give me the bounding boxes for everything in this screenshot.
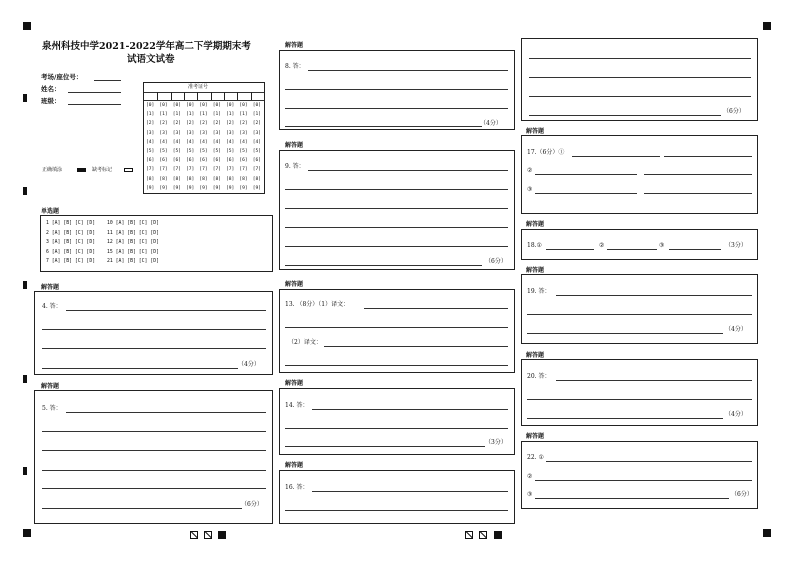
- answer-line[interactable]: [556, 295, 752, 296]
- answer-line[interactable]: [607, 249, 657, 250]
- page-title: 泉州科技中学2021-2022学年高二下学期期末考: [42, 41, 251, 52]
- answer-line[interactable]: [285, 108, 508, 109]
- digit-bubble[interactable]: [9]: [172, 185, 181, 191]
- digit-bubble[interactable]: [8]: [239, 176, 248, 182]
- q9-score: （6分）: [485, 258, 507, 265]
- answer-line[interactable]: [644, 174, 752, 175]
- section-label: 解答题: [285, 462, 304, 469]
- section-label: 解答题: [285, 380, 304, 387]
- answer-line[interactable]: [546, 249, 594, 250]
- digit-bubble[interactable]: [6]: [159, 158, 168, 164]
- digit-bubble[interactable]: [8]: [212, 176, 221, 182]
- name-label: 姓名：: [41, 85, 61, 93]
- side-mark: [23, 375, 27, 383]
- side-mark: [23, 281, 27, 289]
- q18-prefix: 18.①: [527, 242, 542, 249]
- q8-prefix: 8. 答：: [285, 63, 305, 70]
- answer-line[interactable]: [285, 126, 482, 127]
- q16-answer-box: [279, 470, 515, 524]
- section-label: 解答题: [526, 221, 545, 228]
- choice-row[interactable]: 11 [A] [B] [C] [D]: [107, 230, 159, 236]
- answer-line[interactable]: [285, 265, 482, 266]
- digit-bubble[interactable]: [2]: [146, 121, 155, 127]
- page-subtitle: 试语文试卷: [127, 54, 175, 65]
- digit-bubble[interactable]: [1]: [159, 112, 168, 118]
- digit-bubble[interactable]: [3]: [226, 130, 235, 136]
- digit-bubble[interactable]: [2]: [199, 121, 208, 127]
- digit-bubble[interactable]: [5]: [146, 149, 155, 154]
- digit-bubble[interactable]: [8]: [186, 176, 195, 182]
- answer-line[interactable]: [42, 470, 266, 471]
- answer-line[interactable]: [285, 227, 508, 228]
- digit-bubble[interactable]: [5]: [172, 149, 181, 154]
- answer-line[interactable]: [312, 491, 508, 492]
- answer-line[interactable]: [42, 450, 266, 451]
- answer-line[interactable]: [66, 412, 266, 413]
- answer-line[interactable]: [42, 488, 266, 489]
- answer-line[interactable]: [285, 208, 508, 209]
- digit-bubble[interactable]: [6]: [172, 158, 181, 164]
- answer-line[interactable]: [664, 156, 752, 157]
- answer-line[interactable]: [529, 96, 751, 97]
- digit-bubble[interactable]: [9]: [186, 185, 195, 191]
- digit-bubble[interactable]: [9]: [239, 185, 248, 191]
- digit-bubble[interactable]: [8]: [172, 176, 181, 182]
- digit-bubble[interactable]: [5]: [199, 149, 208, 154]
- q17-mark3: ③: [527, 186, 533, 193]
- answer-line[interactable]: [285, 446, 485, 447]
- digit-bubble[interactable]: [6]: [146, 158, 155, 164]
- answer-line[interactable]: [535, 498, 729, 499]
- digit-bubble[interactable]: [8]: [226, 176, 235, 182]
- q19-prefix: 19. 答：: [527, 288, 551, 295]
- answer-line[interactable]: [572, 156, 660, 157]
- digit-bubble[interactable]: [8]: [159, 176, 168, 182]
- digit-bubble[interactable]: [5]: [226, 149, 235, 154]
- digit-bubble[interactable]: [9]: [212, 185, 221, 191]
- digit-bubble[interactable]: [3]: [212, 130, 221, 136]
- answer-line[interactable]: [535, 193, 637, 194]
- answer-line[interactable]: [644, 193, 752, 194]
- grid-divider: [144, 92, 264, 93]
- answer-line[interactable]: [42, 329, 266, 330]
- digit-bubble[interactable]: [8]: [252, 176, 261, 182]
- q18-mark2: ②: [599, 242, 605, 249]
- q8-score: （4分）: [480, 120, 502, 127]
- q18-score: （3分）: [725, 242, 747, 249]
- q8-answer-box: [279, 50, 515, 130]
- section-label: 解答题: [526, 267, 545, 274]
- q4-answer-box: [34, 291, 273, 375]
- grid-column-divider: [184, 92, 185, 100]
- digit-bubble[interactable]: [4]: [226, 139, 235, 145]
- digit-bubble[interactable]: [2]: [252, 121, 261, 127]
- q5-answer-box: [34, 390, 273, 524]
- digit-bubble[interactable]: [0]: [172, 103, 181, 108]
- digit-bubble[interactable]: [2]: [172, 121, 181, 127]
- digit-bubble[interactable]: [3]: [186, 130, 195, 136]
- q4-prefix: 4. 答：: [42, 303, 62, 310]
- page-footer-mark: [190, 531, 198, 539]
- section-label: 解答题: [285, 42, 304, 49]
- digit-bubble[interactable]: [0]: [252, 103, 261, 108]
- digit-bubble[interactable]: [3]: [146, 130, 155, 136]
- answer-line[interactable]: [285, 327, 508, 328]
- q14-answer-box: [279, 388, 515, 455]
- answer-line[interactable]: [529, 77, 751, 78]
- q13-part2: （2）译文：: [288, 339, 322, 346]
- name-field[interactable]: [68, 92, 121, 93]
- answer-line[interactable]: [527, 333, 723, 334]
- q22-mark2: ②: [527, 473, 533, 480]
- grid-column-divider: [251, 92, 252, 100]
- answer-line[interactable]: [285, 246, 508, 247]
- digit-bubble[interactable]: [6]: [199, 158, 208, 164]
- digit-bubble[interactable]: [0]: [212, 103, 221, 108]
- digit-bubble[interactable]: [1]: [172, 112, 181, 118]
- grid-column-divider: [197, 92, 198, 100]
- page-footer-mark: [218, 531, 226, 539]
- digit-bubble[interactable]: [5]: [239, 149, 248, 154]
- absent-checkbox[interactable]: [124, 168, 133, 172]
- choice-row[interactable]: 21 [A] [B] [C] [D]: [107, 259, 159, 265]
- q18-answer-box: [521, 229, 758, 260]
- answer-line[interactable]: [556, 380, 752, 381]
- exam-number-title: 准考证号: [188, 84, 209, 90]
- q9-answer-box: [279, 150, 515, 270]
- grid-divider: [144, 100, 264, 101]
- digit-bubble[interactable]: [8]: [146, 176, 155, 182]
- digit-bubble[interactable]: [7]: [212, 167, 221, 173]
- digit-bubble[interactable]: [3]: [159, 130, 168, 136]
- digit-bubble[interactable]: [5]: [186, 149, 195, 154]
- choice-row[interactable]: 1 [A] [B] [C] [D]: [46, 221, 96, 226]
- digit-bubble[interactable]: [4]: [172, 139, 181, 145]
- digit-bubble[interactable]: [5]: [252, 149, 261, 154]
- grid-column-divider: [224, 92, 225, 100]
- digit-bubble[interactable]: [9]: [159, 185, 168, 191]
- digit-bubble[interactable]: [9]: [226, 185, 235, 191]
- q17-prefix: 17.（6分）①: [527, 149, 565, 156]
- choice-row[interactable]: 12 [A] [B] [C] [D]: [107, 240, 159, 246]
- section-label: 解答题: [285, 142, 304, 149]
- answer-line[interactable]: [285, 189, 508, 190]
- corner-mark-bl: [23, 529, 31, 537]
- q13-prefix: 13. （8分）（1）译文：: [285, 301, 350, 308]
- digit-bubble[interactable]: [7]: [172, 167, 181, 173]
- filled-bubble-sample: [77, 168, 86, 172]
- corner-mark-tr: [763, 22, 771, 30]
- q16-prefix: 16. 答：: [285, 484, 309, 491]
- answer-line[interactable]: [324, 346, 508, 347]
- legend-correct-fill: 正确填涂: [42, 167, 63, 173]
- digit-bubble[interactable]: [6]: [252, 158, 261, 164]
- digit-bubble[interactable]: [1]: [252, 112, 261, 118]
- digit-bubble[interactable]: [3]: [199, 130, 208, 136]
- section-label: 解答题: [526, 352, 545, 359]
- q14-score: （3分）: [485, 439, 507, 446]
- digit-bubble[interactable]: [9]: [252, 185, 261, 191]
- q5-score: （6分）: [241, 501, 263, 508]
- answer-line[interactable]: [527, 399, 752, 400]
- grid-column-divider: [211, 92, 212, 100]
- answer-line[interactable]: [535, 480, 752, 481]
- answer-line[interactable]: [312, 409, 508, 410]
- section-label: 解答题: [41, 284, 60, 291]
- single-choice-title: 单选题: [41, 208, 60, 215]
- digit-bubble[interactable]: [2]: [159, 121, 168, 127]
- single-choice-box: [40, 215, 273, 272]
- exam-number-grid: [143, 82, 265, 194]
- digit-bubble[interactable]: [4]: [199, 139, 208, 145]
- digit-bubble[interactable]: [2]: [186, 121, 195, 127]
- answer-line[interactable]: [529, 115, 721, 116]
- page-footer-mark: [204, 531, 212, 539]
- digit-bubble[interactable]: [5]: [159, 149, 168, 154]
- digit-bubble[interactable]: [0]: [186, 103, 195, 108]
- q19-score: （4分）: [725, 326, 747, 333]
- q20-prefix: 20. 答：: [527, 373, 551, 380]
- page-footer-mark: [494, 531, 502, 539]
- side-mark: [23, 94, 27, 102]
- section-label: 解答题: [285, 281, 304, 288]
- q17-mark2: ②: [527, 167, 533, 174]
- exam-room-label: 考场/座位号：: [41, 73, 83, 81]
- choice-row[interactable]: 3 [A] [B] [C] [D]: [46, 240, 96, 246]
- digit-bubble[interactable]: [2]: [212, 121, 221, 127]
- choice-row[interactable]: 7 [A] [B] [C] [D]: [46, 259, 96, 265]
- answer-line[interactable]: [42, 431, 266, 432]
- digit-bubble[interactable]: [4]: [252, 139, 261, 145]
- digit-bubble[interactable]: [6]: [226, 158, 235, 164]
- answer-line[interactable]: [285, 89, 508, 90]
- side-mark: [23, 467, 27, 475]
- q19-answer-box: [521, 274, 758, 344]
- digit-bubble[interactable]: [0]: [199, 103, 208, 108]
- page-footer-mark: [479, 531, 487, 539]
- digit-bubble[interactable]: [1]: [146, 112, 155, 118]
- digit-bubble[interactable]: [7]: [199, 167, 208, 173]
- digit-bubble[interactable]: [1]: [212, 112, 221, 118]
- side-mark: [23, 187, 27, 195]
- section-label: 解答题: [41, 383, 60, 390]
- answer-line[interactable]: [42, 348, 266, 349]
- digit-bubble[interactable]: [6]: [186, 158, 195, 164]
- digit-bubble[interactable]: [3]: [239, 130, 248, 136]
- grid-column-divider: [171, 92, 172, 100]
- digit-bubble[interactable]: [7]: [226, 167, 235, 173]
- legend-absent-mark: 缺考标记: [92, 167, 113, 173]
- q5-prefix: 5. 答：: [42, 405, 62, 412]
- exam-room-field[interactable]: [94, 80, 121, 81]
- digit-bubble[interactable]: [0]: [159, 103, 168, 108]
- q20-answer-box: [521, 359, 758, 426]
- digit-bubble[interactable]: [3]: [252, 130, 261, 136]
- choice-row[interactable]: 6 [A] [B] [C] [D]: [46, 249, 96, 255]
- q9-prefix: 9. 答：: [285, 163, 305, 170]
- answer-line[interactable]: [42, 508, 242, 509]
- digit-bubble[interactable]: [2]: [226, 121, 235, 127]
- page-footer-mark: [465, 531, 473, 539]
- section-label: 解答题: [526, 433, 545, 440]
- corner-mark-br: [763, 529, 771, 537]
- class-label: 班级：: [41, 97, 61, 105]
- digit-bubble[interactable]: [1]: [186, 112, 195, 118]
- q14-prefix: 14. 答：: [285, 402, 309, 409]
- answer-line[interactable]: [285, 365, 508, 366]
- digit-bubble[interactable]: [4]: [212, 139, 221, 145]
- answer-line[interactable]: [527, 418, 723, 419]
- digit-bubble[interactable]: [3]: [172, 130, 181, 136]
- digit-bubble[interactable]: [1]: [239, 112, 248, 118]
- answer-line[interactable]: [535, 174, 637, 175]
- answer-line[interactable]: [364, 308, 508, 309]
- choice-row[interactable]: 10 [A] [B] [C] [D]: [107, 221, 159, 226]
- digit-bubble[interactable]: [2]: [239, 121, 248, 127]
- digit-bubble[interactable]: [7]: [252, 167, 261, 173]
- answer-line[interactable]: [285, 510, 508, 511]
- grid-column-divider: [237, 92, 238, 100]
- answer-line[interactable]: [669, 249, 721, 250]
- grid-column-divider: [157, 92, 158, 100]
- answer-line[interactable]: [308, 170, 508, 171]
- digit-bubble[interactable]: [1]: [226, 112, 235, 118]
- digit-bubble[interactable]: [7]: [186, 167, 195, 173]
- digit-bubble[interactable]: [8]: [199, 176, 208, 182]
- choice-row[interactable]: 2 [A] [B] [C] [D]: [46, 230, 96, 236]
- continued-score: （6分）: [723, 108, 745, 115]
- answer-line[interactable]: [285, 428, 508, 429]
- answer-line[interactable]: [529, 58, 751, 59]
- q20-score: （4分）: [725, 411, 747, 418]
- q4-score: （4分）: [238, 361, 260, 368]
- corner-mark-tl: [23, 22, 31, 30]
- answer-line[interactable]: [42, 368, 238, 369]
- continued-answer-box: [521, 38, 758, 121]
- digit-bubble[interactable]: [4]: [239, 139, 248, 145]
- digit-bubble[interactable]: [5]: [212, 149, 221, 154]
- digit-bubble[interactable]: [6]: [239, 158, 248, 164]
- q22-answer-box: [521, 441, 758, 509]
- digit-bubble[interactable]: [6]: [212, 158, 221, 164]
- answer-line[interactable]: [527, 314, 752, 315]
- q22-mark3: ③: [527, 491, 533, 498]
- q22-prefix: 22. ①: [527, 454, 544, 461]
- digit-bubble[interactable]: [0]: [226, 103, 235, 108]
- section-label: 解答题: [526, 128, 545, 135]
- digit-bubble[interactable]: [0]: [239, 103, 248, 108]
- answer-line[interactable]: [66, 310, 266, 311]
- q13-answer-box: [279, 289, 515, 373]
- class-field[interactable]: [68, 104, 121, 105]
- digit-bubble[interactable]: [9]: [146, 185, 155, 191]
- choice-row[interactable]: 15 [A] [B] [C] [D]: [107, 249, 159, 255]
- digit-bubble[interactable]: [7]: [159, 167, 168, 173]
- digit-bubble[interactable]: [7]: [146, 167, 155, 173]
- q17-answer-box: [521, 135, 758, 214]
- digit-bubble[interactable]: [0]: [146, 103, 155, 108]
- q18-mark3: ③: [659, 242, 665, 249]
- digit-bubble[interactable]: [7]: [239, 167, 248, 173]
- answer-line[interactable]: [308, 70, 508, 71]
- digit-bubble[interactable]: [4]: [146, 139, 155, 145]
- digit-bubble[interactable]: [4]: [186, 139, 195, 145]
- digit-bubble[interactable]: [9]: [199, 185, 208, 191]
- digit-bubble[interactable]: [4]: [159, 139, 168, 145]
- digit-bubble[interactable]: [1]: [199, 112, 208, 118]
- q22-score: （6分）: [731, 491, 753, 498]
- answer-line[interactable]: [546, 461, 752, 462]
